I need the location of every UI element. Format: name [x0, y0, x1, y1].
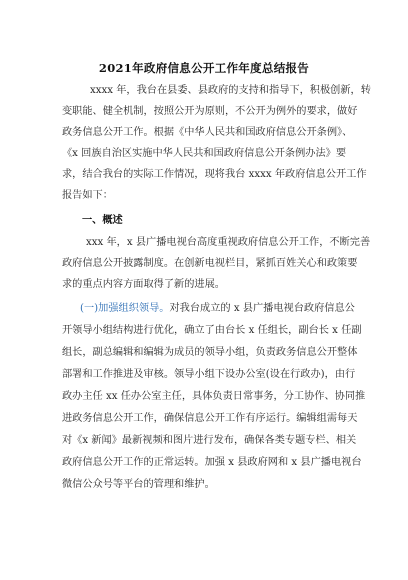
paragraph-line: 《x 回族自治区实施中华人民共和国政府信息公开条例办法》要	[62, 148, 347, 159]
paragraph-line: 报告如下：	[62, 190, 113, 201]
paragraph-line: 部署和工作推进及审核。领导小组下设办公室(设在行政办)，由行	[62, 369, 356, 380]
paragraph-line: 进政务信息公开工作，确保信息公开工作有序运行。编辑组需每天	[62, 413, 358, 424]
subsection-heading: (一)加强组织领导。	[80, 303, 170, 314]
paragraph-line: 政府信息公开披露制度。在创新电视栏目，紧抓百姓关心和政策要	[62, 258, 358, 269]
paragraph-line: 政务信息公开工作。根据《中华人民共和国政府信息公开条例》、	[62, 127, 353, 138]
paragraph-line: 求的重点内容方面取得了新的进展。	[62, 279, 225, 290]
document-title: 2021年政府信息公开工作年度总结报告	[98, 61, 310, 75]
paragraph-line: 对《x 新闻》最新视频和图片进行发布，确保各类专题专栏、相关	[62, 435, 357, 446]
paragraph-line: 微信公众号等平台的管理和维护。	[62, 479, 215, 490]
paragraph-line: 政办主任 xx 任办公室主任，具体负责日常事务，分工协作、协同推	[62, 391, 366, 402]
paragraph-line: 开领导小组结构进行优化，确立了由台长 x 任组长，副台长 x 任副	[62, 325, 362, 336]
paragraph-line: 求，结合我台的实际工作情况，现将我台 xxxx 年政府信息公开工作	[62, 169, 367, 180]
paragraph-line	[80, 303, 355, 315]
paragraph-line: 政府信息公开工作的正常运转。加强 x 县政府网和 x 县广播电视台	[62, 457, 362, 468]
section-heading: 一、概述	[82, 214, 123, 226]
paragraph-text: 对我台成立的 x 县广播电视台政府信息公	[169, 303, 355, 314]
paragraph-line: xxx 年，x 县广播电视台高度重视政府信息公开工作，不断完善	[86, 237, 371, 248]
paragraph-line: xxxx 年，我台在县委、县政府的支持和指导下，积极创新，转	[90, 85, 371, 96]
paragraph-line: 组长，副总编辑和编辑为成员的领导小组，负责政务信息公开整体	[62, 347, 358, 358]
paragraph-line: 变职能、健全机制，按照公开为原则，不公开为例外的要求，做好	[62, 106, 358, 117]
